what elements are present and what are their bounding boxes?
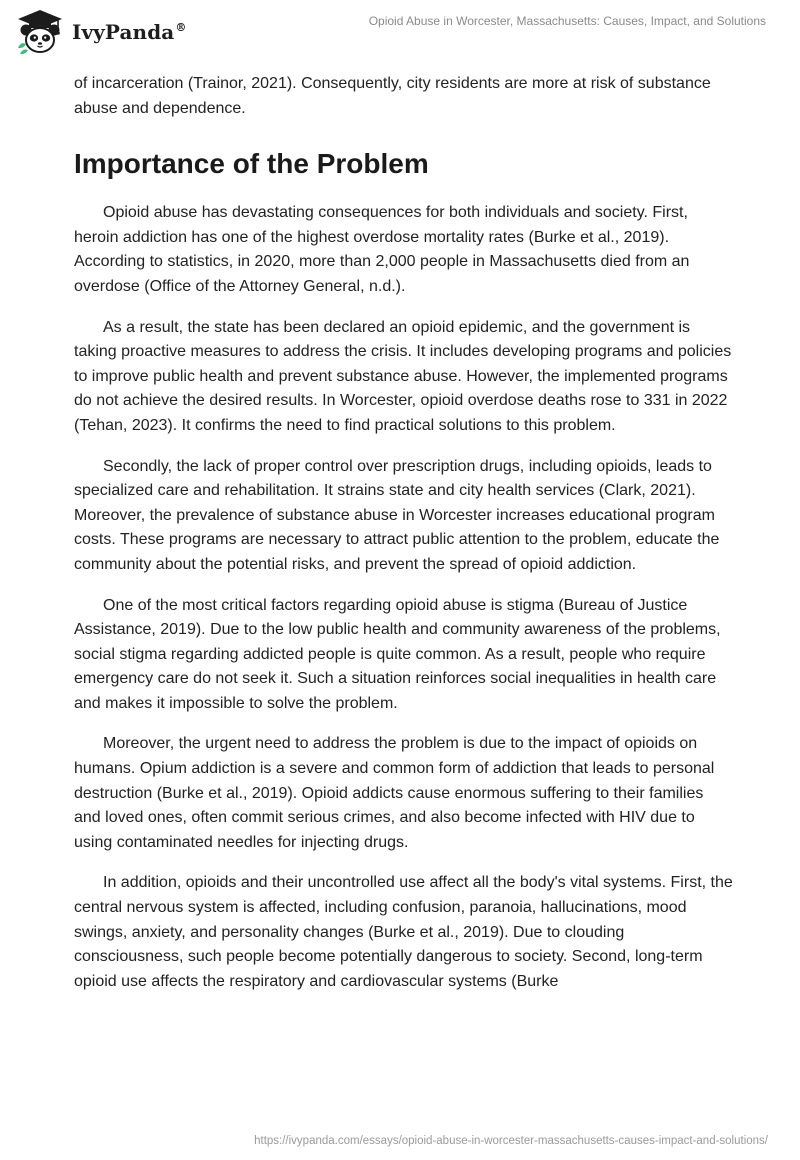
body-paragraph: Moreover, the urgent need to address the problem is due to the impact of opioids on humans. Opium addiction is a severe and common form of addiction that leads to personal destruction (Burke et al., 2019). Opioid addicts cause enormous suffering to their families and loved ones, often commit serious crimes, and also become infected with HIV due to using contaminated needles for injecting drugs. — [74, 735, 715, 851]
body-paragraph: As a result, the state has been declared an opioid epidemic, and the government is taking proactive measures to address the crisis. It includes developing programs and policies to improve public health and prevent substance abuse. However, the implemented programs do not achieve the desired results. In Worcester, opioid overdose deaths rose to 331 in 2022 (Tehan, 2023). It confirms the need to find practical solutions to this problem. — [74, 318, 732, 434]
body-paragraph: One of the most critical factors regarding opioid abuse is stigma (Bureau of Justice Assistance, 2019). Due to the low public health and community awareness of the problems, social stigma regarding addicted people is quite common. As a result, people who require emergency care do not seek it. Such a situation reinforces social inequalities in health care and makes it impossible to solve the problem. — [74, 596, 721, 712]
essay-content — [74, 72, 734, 1010]
intro-paragraph: of incarceration (Trainor, 2021). Consequently, city residents are more at risk of substance abuse and dependence. — [74, 75, 711, 117]
body-paragraph: Secondly, the lack of proper control over prescription drugs, including opioids, leads to specialized care and rehabilitation. It strains state and city health services (Clark, 2021). Moreover, the prevalence of substance abuse in Worcester increases educational program costs. These programs are necessary to attract public attention to the problem, educate the community about the potential risks, and prevent the spread of opioid addiction. — [74, 457, 720, 573]
body-paragraph: In addition, opioids and their uncontrolled use affect all the body's vital systems. First, the central nervous system is affected, including confusion, paranoia, hallucinations, mood swings, anxiety, and personality changes (Burke et al., 2019). Due to clouding consciousness, such people become potentially dangerous to society. Second, long-term opioid use affects the respiratory and cardiovascular systems (Burke — [74, 874, 733, 990]
section-heading: Importance of the Problem — [74, 148, 429, 180]
brand-name: IvyPanda® — [72, 20, 187, 44]
source-url-link[interactable]: https://ivypanda.com/essays/opioid-abuse-in-worcester-massachusetts-causes-impact-and-solutions/ — [254, 1135, 768, 1147]
ivypanda-logo[interactable] — [14, 8, 186, 56]
body-paragraph: Opioid abuse has devastating consequences for both individuals and society. First, heroin addiction has one of the highest overdose mortality rates (Burke et al., 2019). According to statistics, in 2020, more than 2,000 people in Massachusetts died from an overdose (Office of the Attorney General, n.d.). — [74, 204, 690, 295]
page-header — [0, 0, 800, 62]
panda-graduate-logo-icon — [14, 8, 66, 56]
document-title: Opioid Abuse in Worcester, Massachusetts: Causes, Impact, and Solutions — [368, 14, 766, 28]
